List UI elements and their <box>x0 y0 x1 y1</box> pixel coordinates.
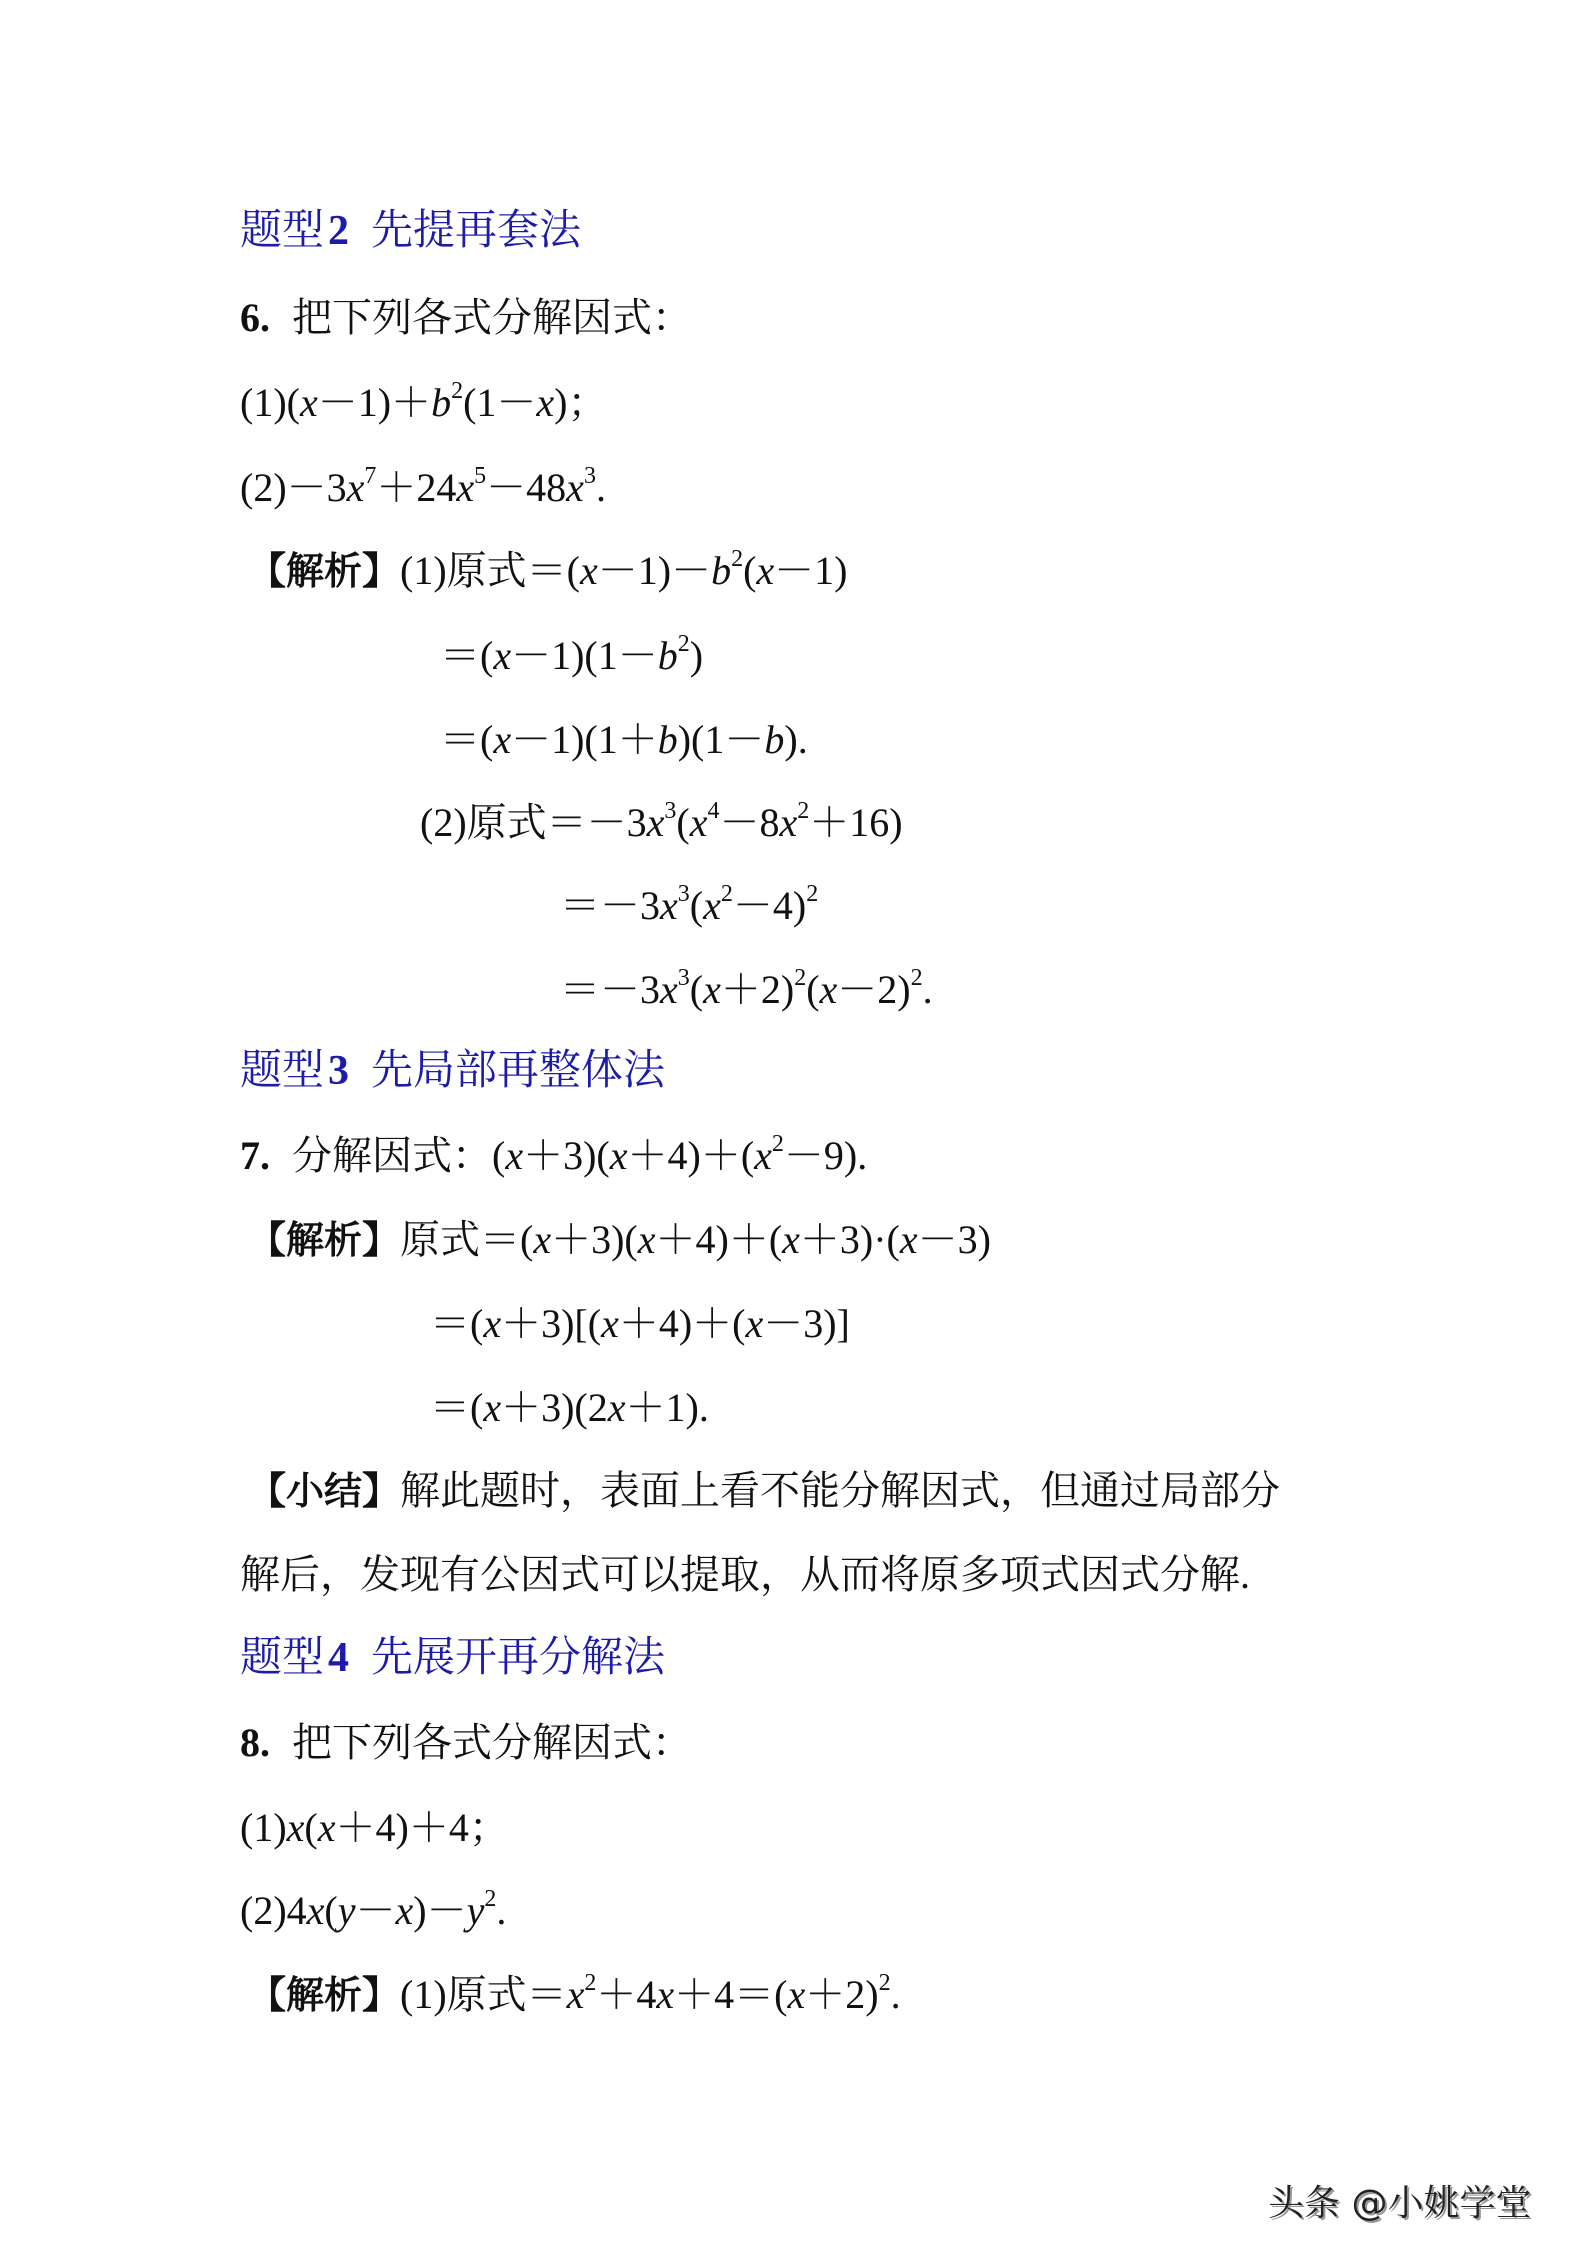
analysis-6-line-6: $=-3x^3(x+2)^2(x-2)^2$. <box>560 965 933 1012</box>
summary-text: 解此题时，表面上看不能分解因式，但通过局部分 <box>400 1468 1281 1513</box>
heading-title: 先提再套法 <box>371 208 582 254</box>
summary-tag: 【小结】 <box>248 1469 401 1513</box>
analysis-7-line-3: ＝(x＋3)(2x＋1). <box>430 1385 709 1430</box>
question-6-part-2: $(2)-3x^7+24x^5-48x^3$. <box>240 463 606 510</box>
question-number: 6. <box>240 295 270 340</box>
analysis-7-line-1: 【解析】原式＝(x＋3)(x＋4)＋(x＋3)·(x－3) <box>248 1217 991 1262</box>
heading-title: 先展开再分解法 <box>371 1635 666 1681</box>
question-text: 把下列各式分解因式： <box>292 295 692 340</box>
analysis-tag: 【解析】 <box>248 1973 401 2017</box>
section-heading-2 <box>240 203 581 259</box>
question-text: 把下列各式分解因式： <box>292 1720 692 1765</box>
summary-line-1 <box>248 1463 1280 1519</box>
heading-number: 4 <box>328 1635 350 1681</box>
analysis-6-line-1: 【解析】(1)原式$=(x-1)-b^2(x-1)$ <box>248 546 848 593</box>
heading-number: 3 <box>328 1048 350 1094</box>
question-6 <box>240 290 692 346</box>
summary-text: 解后，发现有公因式可以提取，从而将原多项式因式分解. <box>240 1552 1250 1597</box>
question-number: 8. <box>240 1720 270 1765</box>
section-heading-3 <box>240 1043 665 1099</box>
analysis-6-line-2: $=(x-1)(1-b^2)$ <box>440 631 704 678</box>
question-number: 7. <box>240 1133 270 1178</box>
question-6-part-1: $(1)(x-1)+b^2(1-x)$； <box>240 378 608 425</box>
analysis-8-line-1: 【解析】(1)原式$=x^2+4x+4=(x+2)^2$. <box>248 1970 901 2017</box>
analysis-7-line-2: ＝(x＋3)[(x＋4)＋(x－3)] <box>430 1301 850 1346</box>
heading-prefix: 题型 <box>240 1635 325 1681</box>
heading-prefix: 题型 <box>240 208 325 254</box>
question-8-part-1: (1)x(x＋4)＋4； <box>240 1805 509 1850</box>
section-heading-4 <box>240 1630 665 1686</box>
analysis-6-line-4: (2)原式$=-3x^3(x^4-8x^2+16)$ <box>420 798 903 845</box>
analysis-6-line-5: $=-3x^3(x^2-4)^2$ <box>560 881 819 928</box>
heading-title: 先局部再整体法 <box>371 1048 666 1094</box>
question-8-part-2: $(2)4x(y-x)-y^2$. <box>240 1886 507 1933</box>
analysis-6-line-3: ＝(x－1)(1＋b)(1－b). <box>440 717 808 762</box>
heading-prefix: 题型 <box>240 1048 325 1094</box>
analysis-tag: 【解析】 <box>248 1218 401 1262</box>
watermark: 头条 @小姚学堂 <box>1268 2183 1532 2224</box>
question-7: 7. 分解因式：$(x+3)(x+4)+(x^2-9)$. <box>240 1131 868 1178</box>
analysis-tag: 【解析】 <box>248 549 401 593</box>
question-8 <box>240 1715 692 1771</box>
summary-line-2 <box>240 1547 1250 1603</box>
heading-number: 2 <box>328 208 350 254</box>
